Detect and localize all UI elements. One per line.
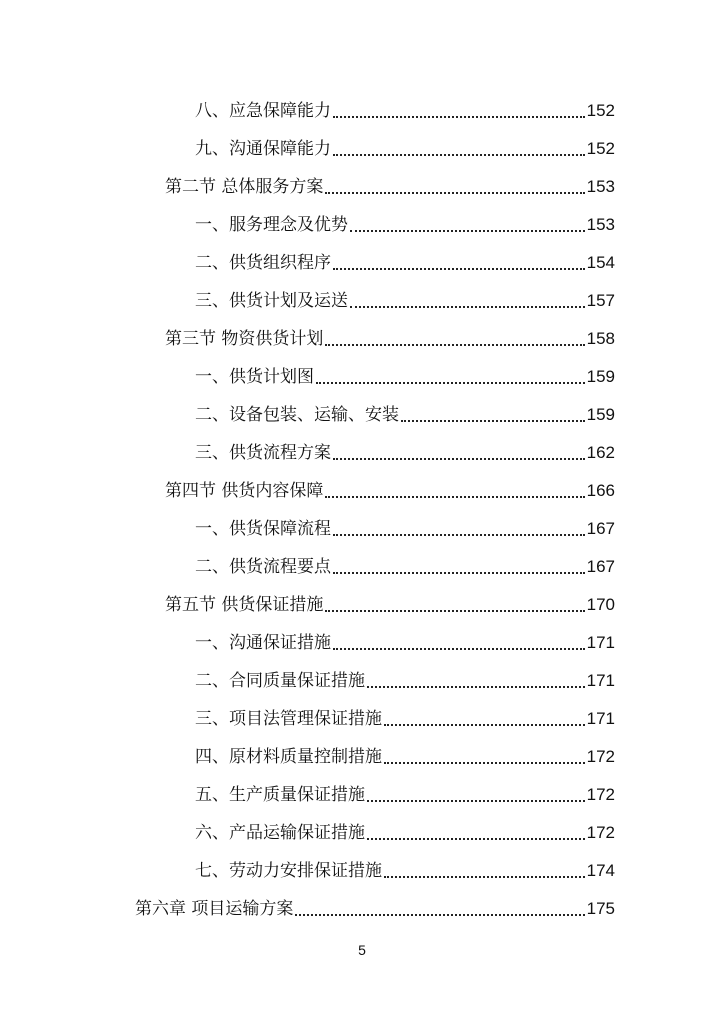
toc-entry-title: 第六章 项目运输方案 — [135, 899, 294, 919]
toc-entry-title: 五、生产质量保证措施 — [195, 785, 365, 805]
toc-entry-title: 二、供货组织程序 — [195, 253, 331, 273]
toc-entry[interactable] — [0, 510, 615, 548]
toc-dot-leader — [295, 890, 584, 928]
toc-entry[interactable] — [0, 130, 615, 168]
toc-entry-page-number: 152 — [586, 101, 615, 120]
toc-entry[interactable] — [0, 814, 615, 852]
toc-entry[interactable] — [0, 244, 615, 282]
toc-entry-page-number: 172 — [586, 747, 615, 766]
toc-entry-page-number: 172 — [586, 823, 615, 842]
toc-entry[interactable] — [0, 852, 615, 890]
toc-entry-page-number: 171 — [586, 671, 615, 690]
toc-dot-leader — [325, 320, 584, 358]
toc-entry[interactable] — [0, 282, 615, 320]
toc-dot-leader — [333, 434, 585, 472]
toc-dot-leader — [384, 852, 585, 890]
toc-dot-leader — [384, 738, 585, 776]
toc-entry[interactable] — [0, 890, 615, 928]
toc-dot-leader — [384, 700, 585, 738]
toc-entry[interactable] — [0, 776, 615, 814]
toc-entry-page-number: 167 — [586, 519, 615, 538]
toc-dot-leader — [367, 662, 585, 700]
toc-entry-page-number: 167 — [586, 557, 615, 576]
toc-entry[interactable] — [0, 472, 615, 510]
toc-dot-leader — [325, 472, 584, 510]
toc-entry[interactable] — [0, 92, 615, 130]
toc-entry-title: 八、应急保障能力 — [195, 101, 331, 121]
toc-dot-leader — [325, 586, 584, 624]
toc-entry-title: 一、供货计划图 — [195, 367, 314, 387]
page-number: 5 — [358, 942, 366, 958]
toc-entry[interactable] — [0, 700, 615, 738]
toc-entry-title: 九、沟通保障能力 — [195, 139, 331, 159]
toc-entry-title: 七、劳动力安排保证措施 — [195, 861, 382, 881]
toc-entry[interactable] — [0, 586, 615, 624]
toc-entry[interactable] — [0, 548, 615, 586]
toc-dot-leader — [333, 130, 585, 168]
toc-dot-leader — [367, 814, 585, 852]
toc-dot-leader — [333, 510, 585, 548]
toc-entry-page-number: 174 — [586, 861, 615, 880]
toc-dot-leader — [325, 168, 584, 206]
toc-entry-page-number: 152 — [586, 139, 615, 158]
toc-entry[interactable] — [0, 738, 615, 776]
toc-entry-title: 第三节 物资供货计划 — [165, 329, 324, 349]
toc-entry-title: 二、设备包装、运输、安装 — [195, 405, 399, 425]
toc-entry[interactable] — [0, 396, 615, 434]
toc-dot-leader — [333, 624, 585, 662]
toc-entry[interactable] — [0, 624, 615, 662]
toc-entry-title: 四、原材料质量控制措施 — [195, 747, 382, 767]
toc-entry-page-number: 153 — [586, 215, 615, 234]
toc-entry-page-number: 171 — [586, 709, 615, 728]
toc-entry-page-number: 175 — [586, 899, 615, 918]
toc-entry[interactable] — [0, 320, 615, 358]
table-of-contents — [0, 92, 724, 928]
toc-entry-page-number: 162 — [586, 443, 615, 462]
toc-entry-page-number: 154 — [586, 253, 615, 272]
toc-entry-page-number: 157 — [586, 291, 615, 310]
toc-entry-title: 三、项目法管理保证措施 — [195, 709, 382, 729]
toc-entry-page-number: 158 — [586, 329, 615, 348]
toc-entry-title: 二、供货流程要点 — [195, 557, 331, 577]
toc-entry-page-number: 159 — [586, 405, 615, 424]
toc-entry-title: 第五节 供货保证措施 — [165, 595, 324, 615]
toc-entry[interactable] — [0, 358, 615, 396]
toc-entry[interactable] — [0, 434, 615, 472]
toc-entry-title: 三、供货流程方案 — [195, 443, 331, 463]
toc-entry-page-number: 171 — [586, 633, 615, 652]
toc-entry-page-number: 159 — [586, 367, 615, 386]
toc-entry[interactable] — [0, 662, 615, 700]
toc-entry[interactable] — [0, 206, 615, 244]
toc-entry[interactable] — [0, 168, 615, 206]
toc-entry-title: 一、沟通保证措施 — [195, 633, 331, 653]
toc-entry-page-number: 153 — [586, 177, 615, 196]
toc-entry-title: 一、供货保障流程 — [195, 519, 331, 539]
toc-entry-title: 六、产品运输保证措施 — [195, 823, 365, 843]
toc-dot-leader — [316, 358, 585, 396]
toc-entry-title: 三、供货计划及运送 — [195, 291, 348, 311]
toc-dot-leader — [401, 396, 585, 434]
toc-entry-title: 第四节 供货内容保障 — [165, 481, 324, 501]
toc-entry-title: 一、服务理念及优势 — [195, 215, 348, 235]
toc-dot-leader — [333, 92, 585, 130]
toc-dot-leader — [350, 206, 585, 244]
toc-entry-page-number: 166 — [586, 481, 615, 500]
toc-dot-leader — [333, 548, 585, 586]
toc-dot-leader — [367, 776, 585, 814]
toc-entry-page-number: 170 — [586, 595, 615, 614]
toc-entry-title: 二、合同质量保证措施 — [195, 671, 365, 691]
toc-entry-page-number: 172 — [586, 785, 615, 804]
toc-dot-leader — [333, 244, 585, 282]
toc-entry-title: 第二节 总体服务方案 — [165, 177, 324, 197]
toc-dot-leader — [350, 282, 585, 320]
